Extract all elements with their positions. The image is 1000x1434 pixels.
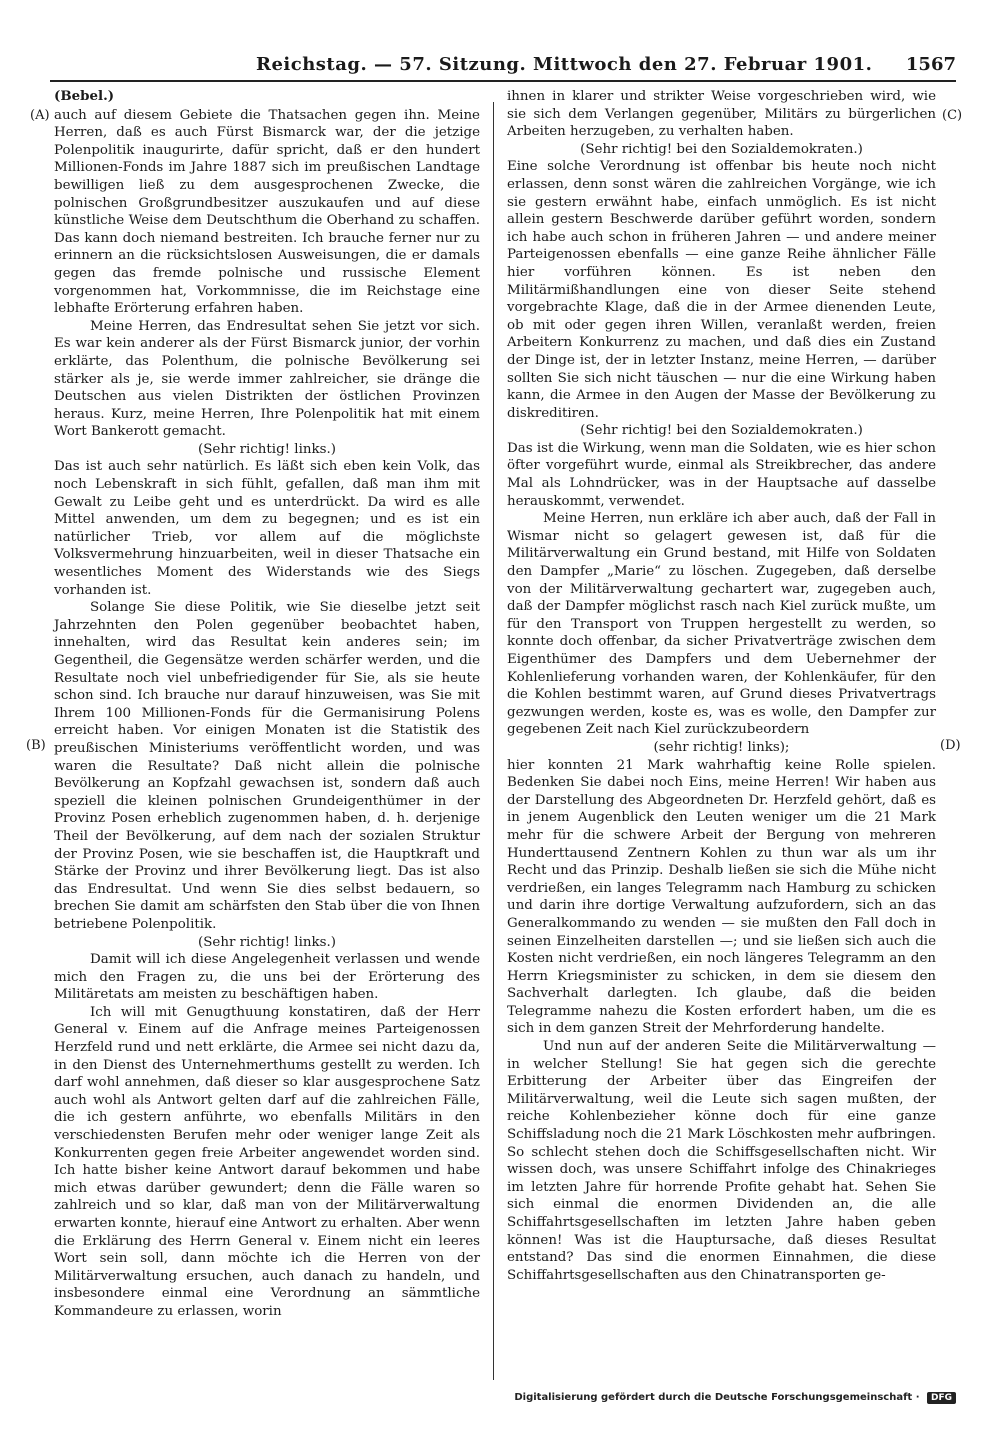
margin-marker-c: (C) — [942, 108, 963, 123]
left-column — [54, 88, 480, 1321]
paragraph: ihnen in klarer und strikter Weise vorgeschrieben wird, wie sie sich dem Verlangen gegenüber, Militärs zu bürgerlichen Arbeiten herzugeben, zu verhalten haben. — [507, 89, 936, 140]
margin-marker-a: (A) — [30, 108, 50, 123]
dfg-logo: DFG — [927, 1392, 956, 1404]
page-number: 1567 — [905, 54, 956, 75]
paragraph: Und nun auf der anderen Seite die Militärverwaltung — in welcher Stellung! Sie hat gegen sich die gerechte Erbitterung der Arbeiter über das Eingreifen der Militärverwaltung, weil die Leute sich sagen mußten, der reiche Kohlenbezieher könne doch für eine ganze Schiffsladung noch die 21 Mark Löschkosten mehr aufbringen. So schlecht stehen doch die Schiffsgesellschaften nicht. Wir wissen doch, was unsere Schiffahrt infolge des Chinakrieges im letzten Jahre für horrende Profite gehabt hat. Sehen Sie sich einmal die enormen Dividenden an, die alle Schiffahrtsgesellschaften im letzten Jahre haben geben können! Was ist die Hauptursache, daß dieses Resultat entstand? Das sind die enormen Einnahmen, die diese Schiffahrtsgesellschaften aus den Chinatransporten ge- — [507, 1039, 936, 1283]
margin-marker-d: (D) — [940, 738, 961, 753]
paragraph: Solange Sie diese Politik, wie Sie dieselbe jetzt seit Jahrzehnten den Polen gegenüber beobachtet haben, innehalten, wird das Resultat kein anderes sein; im Gegentheil, die Gegensätze werden schärfer werden, und die Resultate noch viel unbefriedigender für Sie, als sie heute schon sind. Ich brauche nur darauf hinzuweisen, was Sie mit Ihrem 100 Millionen-Fonds für die Germanisirung Polens erreicht haben. Vor einigen Monaten ist die Statistik des preußischen Ministeriums veröffentlicht worden, und was waren die Resultate? Daß nicht allein die polnische Bevölkerung an Kopfzahl gewachsen ist, sondern daß auch speziell die kleinen polnischen Grundeigenthümer in der Provinz Posen erheblich zugenommen haben, d. h. derjenige Theil der Bevölkerung, auf dem nach der sozialen Struktur der Provinz Posen, wie sie beschaffen ist, die Hauptkraft und Stärke der Provinz und ihrer Bevölkerung liegt. Das ist also das Endresultat. Und wenn Sie dies selbst bedauern, so brechen Sie damit am schärfsten den Stab über die von Ihnen betriebene Polenpolitik. — [54, 600, 480, 932]
header-rule — [50, 80, 956, 82]
running-title: Reichstag. — 57. Sitzung. Mittwoch den 27. Februar 1901. — [256, 54, 873, 75]
paragraph: Das ist auch sehr natürlich. Es läßt sich eben kein Volk, das noch Lebenskraft in sich fühlt, gefallen, daß man ihm mit Gewalt zu Leibe geht und es unterdrückt. Da wird es alle Mittel anwenden, um dem zu begegnen; und es ist ein natürlicher Trieb, vor allem auf die möglichste Volksvermehrung hinzuarbeiten, weil in dieser Thatsache ein wesentliches Moment des Widerstands wie des Siegs vorhanden ist. — [54, 459, 480, 598]
interjection: (Sehr richtig! bei den Sozialdemokraten.) — [580, 423, 863, 439]
interjection: (sehr richtig! links); — [653, 739, 790, 755]
paragraph: Meine Herren, das Endresultat sehen Sie jetzt vor sich. Es war kein anderer als der Fürst Bismarck junior, der vorhin erklärte, das Polenthum, die polnische Bevölkerung sei stärker als je, sie werde immer zahlreicher, sie dränge die Deutschen aus vielen Distrikten der östlichen Provinzen heraus. Kurz, meine Herren, Ihre Polenpolitik hat mit einem Wort Bankerott gemacht. — [54, 318, 480, 440]
paragraph: Meine Herren, nun erkläre ich aber auch, daß der Fall in Wismar nicht so gelagert gewesen ist, daß für die Militärverwaltung ein Grund bestand, mit Hilfe von Soldaten den Dampfer „Marie“ zu löschen. Zugegeben, daß derselbe von der Militärverwaltung gechartert war, zugegeben auch, daß der Dampfer möglichst rasch nach Kiel zurück mußte, um für den Transport von Truppen hergestellt zu werden, so konnte doch offenbar, da sicher Privatverträge zwischen dem Eigenthümer des Dampfers und dem Uebernehmer der Kohlenlieferung vorhanden waren, der Kohlenkäufer, für den die Kohlen bestimmt waren, auf Grund dieses Privatvertrags gezwungen werden, koste es, was es wolle, den Dampfer zur gegebenen Zeit nach Kiel zurückzubeordern — [507, 511, 936, 738]
margin-marker-b: (B) — [26, 738, 46, 753]
paragraph: Ich will mit Genugthuung konstatiren, daß der Herr General v. Einem auf die Anfrage meines Parteigenossen Herzfeld rund und nett erklärte, die Armee sei nicht dazu da, in den Dienst des Unternehmerthums gestellt zu werden. Ich darf wohl annehmen, daß dieser so klar ausgesprochene Satz auch wohl als Antwort gelten darf auf die zahlreichen Fälle, die ich gestern anführte, wo ebenfalls Militärs in den verschiedensten Berufen mehr oder weniger lange Zeit als Konkurrenten gegen freie Arbeiter angewendet worden sind. Ich hatte bisher keine Antwort darauf bekommen und habe mich etwas darüber gewundert; denn die Fälle waren so zahlreich und so klar, daß man von der Militärverwaltung erwarten konnte, hierauf eine Antwort zu erhalten. Aber wenn die Erklärung des Herrn General v. Einem nicht ein leeres Wort sein soll, dann möchte ich die Herren von der Militärverwaltung ersuchen, auch danach zu handeln, und insbesondere einmal eine Verordnung an sämmtliche Kommandeure zu erlassen, worin — [54, 1004, 480, 1319]
interjection: (Sehr richtig! bei den Sozialdemokraten.) — [580, 141, 863, 157]
column-divider — [493, 102, 494, 1380]
interjection: (Sehr richtig! links.) — [198, 441, 336, 457]
paragraph: Das ist die Wirkung, wenn man die Soldaten, wie es hier schon öfter vorgeführt wurde, einmal als Streikbrecher, das andere Mal als Lohndrücker, was in der Hauptsache auf dasselbe herauskommt, verwendet. — [507, 440, 936, 509]
speaker-label: (Bebel.) — [54, 88, 115, 104]
interjection: (Sehr richtig! links.) — [198, 934, 336, 950]
paragraph: Eine solche Verordnung ist offenbar bis heute noch nicht erlassen, denn sonst wären die zahlreichen Vorgänge, wie ich sie gestern erwähnt habe, einfach unmöglich. Es ist nicht allein gestern Beschwerde darüber geführt worden, sondern ich habe auch schon in früheren Jahren — und andere meiner Parteigenossen ebenfalls — eine ganze Reihe ähnlicher Fälle hier vorführen können. Es ist neben den Militärmißhandlungen eine von dieser Seite stehend vorgebrachte Klage, daß die in der Armee dienenden Leute, ob mit oder gegen ihren Willen, veranlaßt werden, freien Arbeitern Konkurrenz zu machen, und daß dies ein Zustand der Dinge ist, der in letzter Instanz, meine Herren, — darüber sollten Sie sich nicht täuschen — nur die eine Wirkung haben kann, die Armee in den Augen der Masse der Bevölkerung zu diskreditiren. — [507, 159, 936, 421]
paragraph: auch auf diesem Gebiete die Thatsachen gegen ihn. Meine Herren, daß es auch Fürst Bismarck war, der die jetzige Polenpolitik inaugurirte, dafür spricht, daß er den hundert Millionen-Fonds im Jahre 1887 sich im preußischen Landtage bewilligen ließ zu dem ausgesprochenen Zwecke, die polnischen Großgrundbesitzer auszukaufen und auf diese künstliche Weise dem Deutschthum die Oberhand zu schaffen. Das kann doch niemand bestreiten. Ich brauche ferner nur zu erinnern an die rücksichtslosen Ausweisungen, die er damals gegen das fremde polnische und russische Element vorgenommen hat, Vorkommnisse, die im Reichstage eine lebhafte Erörterung erfahren haben. — [54, 107, 480, 317]
right-column — [507, 88, 936, 1284]
page-header — [36, 54, 956, 78]
paragraph: Damit will ich diese Angelegenheit verlassen und wende mich den Fragen zu, die uns bei der Erörterung des Militäretats am meisten zu beschäftigen haben. — [54, 952, 480, 1003]
digitization-credit — [514, 1392, 956, 1404]
paragraph: hier konnten 21 Mark wahrhaftig keine Rolle spielen. Bedenken Sie dabei noch Eins, meine Herren! Wir haben aus der Darstellung des Abgeordneten Dr. Herzfeld gehört, daß es in jenem Augenblick den Leuten weniger um die 21 Mark mehr für die schwere Arbeit der Bergung von mehreren Hunderttausend Zentnern Kohlen zu thun war als um ihr Recht und das Prinzip. Deshalb ließen sie sich die Mühe nicht verdrießen, ein langes Telegramm nach Hamburg zu schicken und darin ihre dortige Verwaltung aufzufordern, sich an das Generalkommando zu wenden — sie mußten den Fall doch in seinen Einzelheiten darstellen —; und sie ließen sich auch die Kosten nicht verdrießen, ein noch längeres Telegramm an den Herrn Kriegsminister zu schicken, in dem sie diesem den Sachverhalt darlegten. Ich glaube, daß die beiden Telegramme nahezu die Kosten erfordert haben, um die es sich in dem ganzen Streit der Mehrforderung handelte. — [507, 757, 936, 1037]
credit-text: Digitalisierung gefördert durch die Deutsche Forschungsgemeinschaft · — [514, 1392, 920, 1403]
